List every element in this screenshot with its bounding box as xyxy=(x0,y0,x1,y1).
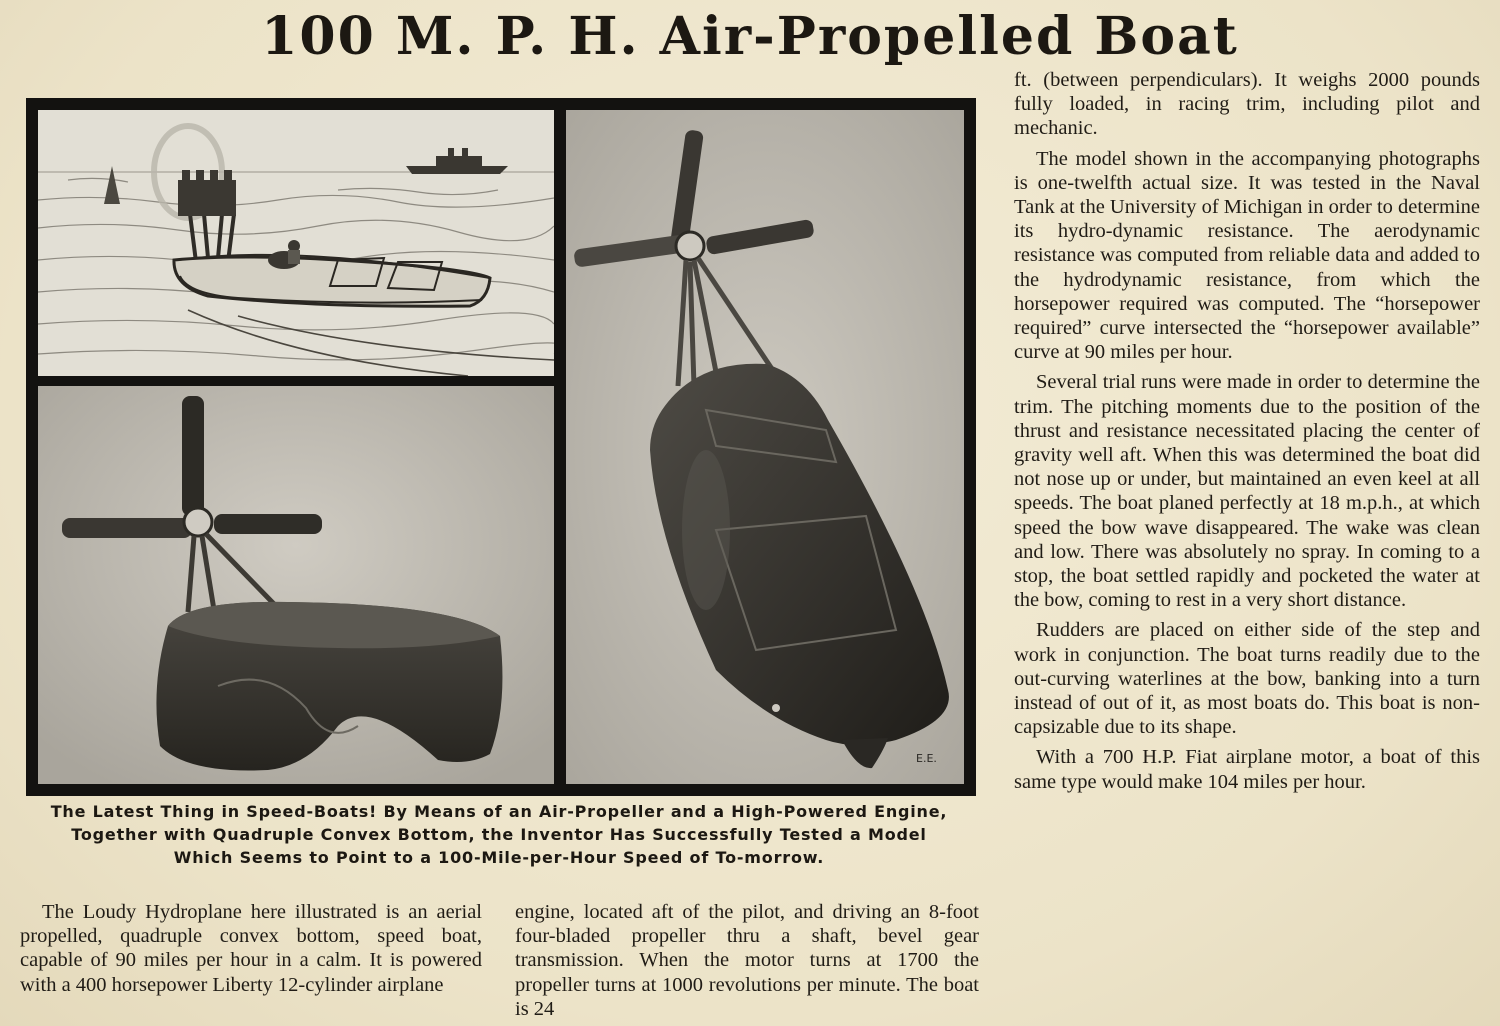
col2-paragraph-1: engine, located aft of the pilot, and driving an 8-foot four-bladed propeller thru a shaft, bevel gear transmission. When the motor turns at 1700 the propeller turns at 1000 revolutions per minute. The boat is 24 xyxy=(515,901,979,1020)
model-top-photo xyxy=(566,110,964,784)
col3-paragraph-1: ft. (between perpendiculars). It weighs 2000 pounds fully loaded, in racing trim, including pilot and mechanic. xyxy=(1014,69,1480,140)
photo-signature: E.E. xyxy=(916,752,937,765)
photo-model-side-view xyxy=(38,386,554,784)
column-3 xyxy=(1014,68,1480,794)
col3-paragraph-3: Several trial runs were made in order to determine the trim. The pitching moments due to the position of the thrust and resistance necessitated placing the center of gravity well aft. When this was determined the boat did not nose up or under, but maintained an even keel at all speeds. The boat planed perfectly at 18 m.p.h., at which speed the bow wave disappeared. The wake was clean and low. There was absolutely no spray. In coming to a stop, the boat settled rapidly and pocketed the water at the bow, coming to rest in a very short distance. xyxy=(1014,371,1480,612)
col3-paragraph-5: With a 700 H.P. Fiat airplane motor, a boat of this same type would make 104 miles per hour. xyxy=(1014,746,1480,793)
model-side-photo xyxy=(38,386,554,784)
photo-model-top-view xyxy=(566,110,964,784)
boat-at-sea-drawing xyxy=(38,110,554,376)
caption-line-1: The Latest Thing in Speed-Boats! By Means of an Air-Propeller and a High-Powered Engine, xyxy=(50,802,948,821)
column-2 xyxy=(515,900,979,1021)
col3-paragraph-4: Rudders are placed on either side of the step and work in conjunction. The boat turns readily due to the out-curving waterlines at the bow, banking into a turn instead of out of it, as most boats do. This boat is non-capsizable due to its shape. xyxy=(1014,619,1480,739)
illustration-boat-at-sea xyxy=(38,110,554,376)
caption-line-3: Which Seems to Point to a 100-Mile-per-Hour Speed of To-morrow. xyxy=(173,848,825,867)
column-1 xyxy=(20,900,482,997)
article-title: 100 M. P. H. Air-Propelled Boat xyxy=(261,6,1239,67)
col3-paragraph-2: The model shown in the accompanying photographs is one-twelfth actual size. It was tested in the Naval Tank at the University of Michigan in order to determine its hydro-dynamic resistance. The aerodynamic resistance was computed from reliable data and added to the hydrodynamic resistance, from which the horsepower required was computed. The “horsepower required” curve intersected the “horsepower available” curve at 90 miles per hour. xyxy=(1014,147,1480,364)
col1-paragraph-1: The Loudy Hydroplane here illustrated is an aerial propelled, quadruple convex bottom, speed boat, capable of 90 miles per hour in a calm. It is powered with a 400 horsepower Liberty 12-cylinder airplane xyxy=(20,901,482,996)
caption-line-2: Together with Quadruple Convex Bottom, the Inventor Has Successfully Tested a Model xyxy=(71,825,927,844)
photo-frame xyxy=(26,98,976,796)
photo-caption xyxy=(14,800,984,869)
